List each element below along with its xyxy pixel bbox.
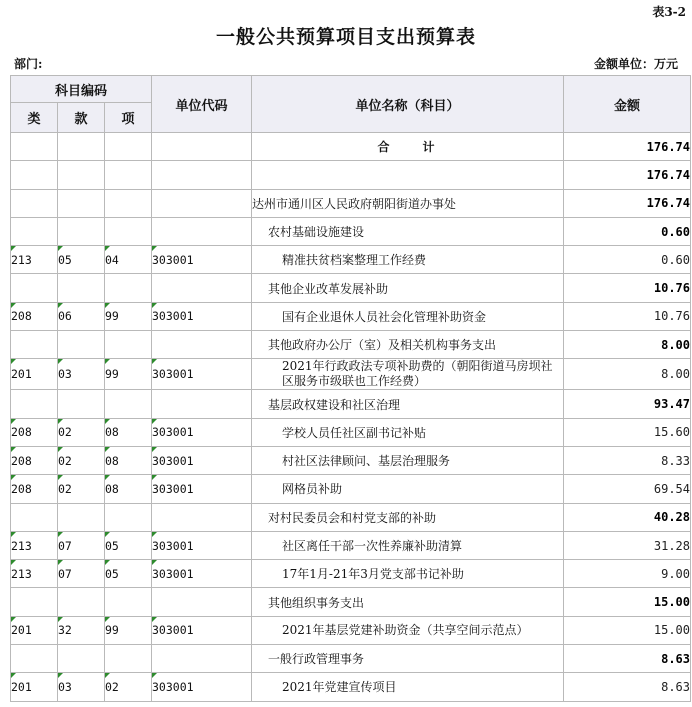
cell-code xyxy=(152,331,252,359)
cell-lei: 213 xyxy=(11,246,58,274)
table-row xyxy=(11,503,691,531)
cell-xiang: 08 xyxy=(105,446,152,474)
cell-xiang: 99 xyxy=(105,616,152,644)
table-body xyxy=(11,133,691,702)
cell-xiang xyxy=(105,217,152,245)
table-row xyxy=(11,331,691,359)
cell-code: 303001 xyxy=(152,616,252,644)
cell-lei: 201 xyxy=(11,359,58,390)
cell-code xyxy=(152,189,252,217)
cell-lei xyxy=(11,217,58,245)
table-row xyxy=(11,645,691,673)
header-lei: 类 xyxy=(11,103,58,133)
table-row xyxy=(11,246,691,274)
table-row xyxy=(11,673,691,701)
cell-lei: 213 xyxy=(11,560,58,588)
cell-xiang xyxy=(105,588,152,616)
cell-kuan: 06 xyxy=(58,302,105,330)
table-row xyxy=(11,217,691,245)
table-row xyxy=(11,560,691,588)
cell-code: 303001 xyxy=(152,475,252,503)
table-row xyxy=(11,189,691,217)
cell-xiang xyxy=(105,331,152,359)
cell-kuan: 32 xyxy=(58,616,105,644)
table-row xyxy=(11,390,691,418)
cell-xiang xyxy=(105,503,152,531)
amount-unit-label: 金额单位：万元 xyxy=(593,57,678,71)
cell-unit-name: 村社区法律顾问、基层治理服务 xyxy=(252,446,564,474)
cell-kuan: 02 xyxy=(58,418,105,446)
cell-code: 303001 xyxy=(152,302,252,330)
cell-code: 303001 xyxy=(152,446,252,474)
cell-unit-name: 2021年党建宣传项目 xyxy=(252,673,564,701)
cell-code xyxy=(152,133,252,161)
cell-lei xyxy=(11,133,58,161)
cell-amount: 15.00 xyxy=(564,616,691,644)
cell-amount: 8.33 xyxy=(564,446,691,474)
cell-lei: 208 xyxy=(11,418,58,446)
cell-code: 303001 xyxy=(152,418,252,446)
cell-lei xyxy=(11,274,58,302)
cell-lei xyxy=(11,331,58,359)
header-subject-code: 科目编码 xyxy=(11,76,152,103)
cell-lei xyxy=(11,189,58,217)
cell-xiang: 99 xyxy=(105,302,152,330)
cell-xiang xyxy=(105,645,152,673)
header-unit-name: 单位名称（科目） xyxy=(252,76,564,133)
header-kuan: 款 xyxy=(58,103,105,133)
table-row xyxy=(11,531,691,559)
cell-unit-name: 合 计 xyxy=(252,133,564,161)
cell-xiang xyxy=(105,161,152,189)
table-row xyxy=(11,475,691,503)
table-row xyxy=(11,418,691,446)
table-header-row xyxy=(11,76,691,103)
cell-kuan xyxy=(58,390,105,418)
cell-amount: 8.63 xyxy=(564,673,691,701)
cell-xiang xyxy=(105,189,152,217)
cell-lei xyxy=(11,503,58,531)
cell-unit-name: 社区离任干部一次性养廉补助清算 xyxy=(252,531,564,559)
cell-xiang xyxy=(105,390,152,418)
cell-xiang xyxy=(105,133,152,161)
cell-kuan xyxy=(58,331,105,359)
cell-kuan xyxy=(58,133,105,161)
cell-amount: 40.28 xyxy=(564,503,691,531)
cell-amount: 10.76 xyxy=(564,274,691,302)
cell-lei xyxy=(11,390,58,418)
cell-unit-name: 2021年行政政法专项补助费的（朝阳街道马房坝社区服务市级联也工作经费） xyxy=(252,359,564,390)
cell-unit-name: 对村民委员会和村党支部的补助 xyxy=(252,503,564,531)
cell-kuan xyxy=(58,503,105,531)
cell-lei: 208 xyxy=(11,302,58,330)
cell-kuan: 05 xyxy=(58,246,105,274)
cell-unit-name: 网格员补助 xyxy=(252,475,564,503)
cell-kuan: 07 xyxy=(58,560,105,588)
cell-kuan: 02 xyxy=(58,475,105,503)
cell-kuan xyxy=(58,189,105,217)
cell-amount: 0.60 xyxy=(564,217,691,245)
cell-unit-name: 国有企业退休人员社会化管理补助资金 xyxy=(252,302,564,330)
cell-unit-name: 一般行政管理事务 xyxy=(252,645,564,673)
cell-lei: 201 xyxy=(11,616,58,644)
cell-amount: 176.74 xyxy=(564,161,691,189)
document-title: 一般公共预算项目支出预算表 xyxy=(215,26,476,48)
table-row xyxy=(11,588,691,616)
cell-unit-name: 其他组织事务支出 xyxy=(252,588,564,616)
cell-lei xyxy=(11,645,58,673)
cell-code xyxy=(152,588,252,616)
cell-kuan: 02 xyxy=(58,446,105,474)
cell-lei: 201 xyxy=(11,673,58,701)
cell-lei: 208 xyxy=(11,446,58,474)
cell-kuan xyxy=(58,645,105,673)
cell-amount: 8.00 xyxy=(564,331,691,359)
cell-unit-name: 精准扶贫档案整理工作经费 xyxy=(252,246,564,274)
table-row xyxy=(11,616,691,644)
cell-code: 303001 xyxy=(152,359,252,390)
cell-code: 303001 xyxy=(152,531,252,559)
cell-lei: 213 xyxy=(11,531,58,559)
cell-amount: 93.47 xyxy=(564,390,691,418)
cell-amount: 15.60 xyxy=(564,418,691,446)
cell-amount: 31.28 xyxy=(564,531,691,559)
cell-amount: 176.74 xyxy=(564,189,691,217)
cell-unit-name: 2021年基层党建补助资金（共享空间示范点） xyxy=(252,616,564,644)
table-row xyxy=(11,359,691,390)
cell-amount: 69.54 xyxy=(564,475,691,503)
cell-unit-name: 17年1月-21年3月党支部书记补助 xyxy=(252,560,564,588)
department-label: 部门: xyxy=(14,57,43,71)
cell-code xyxy=(152,503,252,531)
cell-xiang: 99 xyxy=(105,359,152,390)
cell-xiang: 05 xyxy=(105,560,152,588)
cell-code: 303001 xyxy=(152,673,252,701)
cell-amount: 0.60 xyxy=(564,246,691,274)
cell-lei: 208 xyxy=(11,475,58,503)
cell-code xyxy=(152,390,252,418)
cell-xiang: 02 xyxy=(105,673,152,701)
cell-unit-name: 学校人员任社区副书记补贴 xyxy=(252,418,564,446)
cell-kuan xyxy=(58,274,105,302)
cell-lei xyxy=(11,161,58,189)
cell-xiang: 04 xyxy=(105,246,152,274)
cell-kuan: 03 xyxy=(58,359,105,390)
cell-xiang xyxy=(105,274,152,302)
cell-amount: 176.74 xyxy=(564,133,691,161)
cell-xiang: 05 xyxy=(105,531,152,559)
table-row xyxy=(11,446,691,474)
cell-unit-name: 其他政府办公厅（室）及相关机构事务支出 xyxy=(252,331,564,359)
cell-code xyxy=(152,645,252,673)
cell-amount: 8.63 xyxy=(564,645,691,673)
cell-unit-name: 其他企业改革发展补助 xyxy=(252,274,564,302)
cell-code: 303001 xyxy=(152,560,252,588)
cell-kuan: 07 xyxy=(58,531,105,559)
table-row xyxy=(11,274,691,302)
cell-kuan xyxy=(58,217,105,245)
header-unit-code: 单位代码 xyxy=(152,76,252,133)
table-row xyxy=(11,161,691,189)
cell-unit-name: 达州市通川区人民政府朝阳街道办事处 xyxy=(252,189,564,217)
table-number: 表3-2 xyxy=(652,5,686,19)
header-amount: 金额 xyxy=(564,76,691,133)
table-row xyxy=(11,302,691,330)
cell-kuan: 03 xyxy=(58,673,105,701)
cell-code xyxy=(152,161,252,189)
cell-xiang: 08 xyxy=(105,418,152,446)
cell-lei xyxy=(11,588,58,616)
cell-kuan xyxy=(58,588,105,616)
cell-amount: 15.00 xyxy=(564,588,691,616)
header-xiang: 项 xyxy=(105,103,152,133)
cell-code: 303001 xyxy=(152,246,252,274)
cell-code xyxy=(152,274,252,302)
cell-xiang: 08 xyxy=(105,475,152,503)
cell-code xyxy=(152,217,252,245)
cell-unit-name xyxy=(252,161,564,189)
budget-table xyxy=(10,75,691,702)
cell-unit-name: 基层政权建设和社区治理 xyxy=(252,390,564,418)
cell-amount: 10.76 xyxy=(564,302,691,330)
cell-amount: 8.00 xyxy=(564,359,691,390)
table-row xyxy=(11,133,691,161)
cell-amount: 9.00 xyxy=(564,560,691,588)
cell-unit-name: 农村基础设施建设 xyxy=(252,217,564,245)
cell-kuan xyxy=(58,161,105,189)
